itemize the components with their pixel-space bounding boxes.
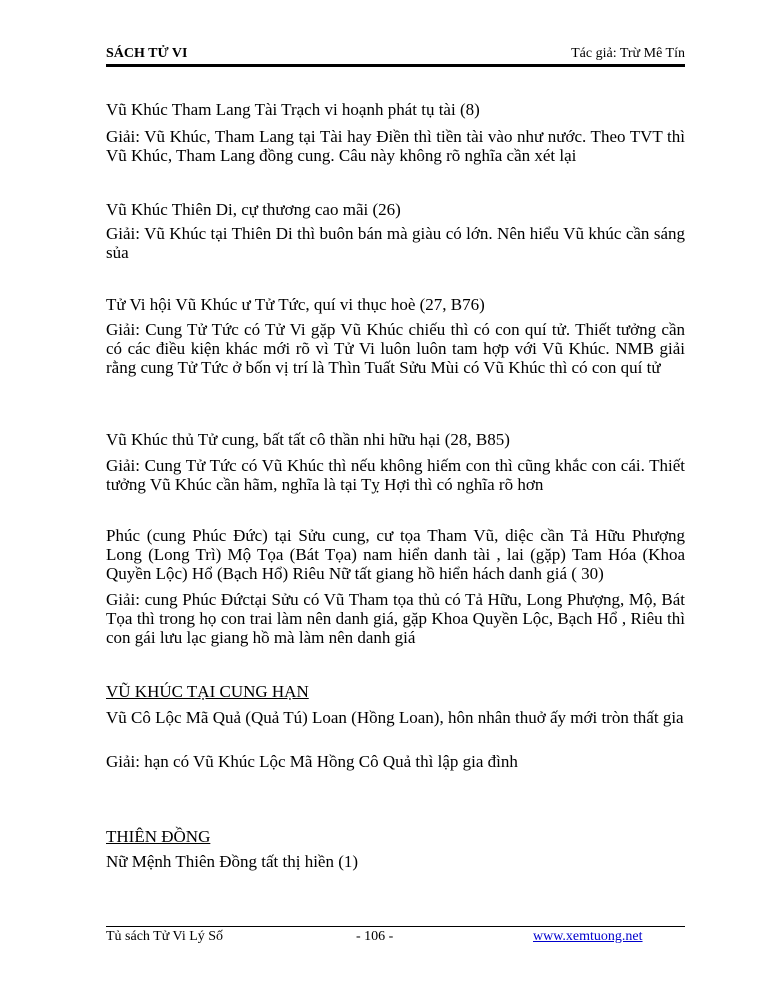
verse-line: Nữ Mệnh Thiên Đồng tất thị hiền (1)	[106, 852, 359, 871]
verse-line: Vũ Khúc thủ Tử cung, bất tất cô thần nhi hữu hại (28, B85)	[106, 430, 510, 449]
section-heading: THIÊN ĐỒNG	[106, 827, 211, 846]
verse-line: Vũ Khúc Tham Lang Tài Trạch vi hoạnh phát tụ tài (8)	[106, 100, 480, 119]
author-label: Tác giả: Trừ Mê Tín	[571, 46, 685, 61]
book-title: SÁCH TỬ VI	[106, 46, 188, 61]
footer-divider	[106, 926, 685, 927]
verse-line: Tử Vi hội Vũ Khúc ư Tử Tức, quí vi thục hoè (27, B76)	[106, 295, 485, 314]
page-number: - 106 -	[356, 929, 394, 944]
explanation-paragraph: Giải: Vũ Khúc tại Thiên Di thì buôn bán mà giàu có lớn. Nên hiểu Vũ khúc cần sáng sủa	[106, 224, 685, 262]
verse-line: Vũ Cô Lộc Mã Quả (Quả Tú) Loan (Hồng Loan), hôn nhân thuở ấy mới tròn thất gia	[106, 708, 684, 727]
header-divider	[106, 64, 685, 67]
footer-series: Tủ sách Tử Vi Lý Số	[106, 929, 224, 944]
website-link[interactable]: www.xemtuong.net	[533, 929, 643, 944]
explanation-paragraph: Giải: hạn có Vũ Khúc Lộc Mã Hồng Cô Quả thì lập gia đình	[106, 752, 518, 771]
page-header	[106, 44, 685, 66]
verse-line: Vũ Khúc Thiên Di, cự thương cao mãi (26)	[106, 200, 401, 219]
explanation-paragraph: Giải: Vũ Khúc, Tham Lang tại Tài hay Điền thì tiền tài vào như nước. Theo TVT thì Vũ Khúc, Tham Lang đồng cung. Câu này không rõ nghĩa cần xét lại	[106, 127, 685, 165]
verse-paragraph: Phúc (cung Phúc Đức) tại Sửu cung, cư tọa Tham Vũ, diệc cần Tả Hữu Phượng Long (Long Trì) Mộ Tọa (Bát Tọa) nam hiển danh tài , lai (gặp) Tam Hóa (Khoa Quyền Lộc) Hổ (Bạch Hổ) Riêu Nữ tất giang hồ hiển hách danh giá ( 30)	[106, 526, 685, 583]
explanation-paragraph: Giải: Cung Tử Tức có Tử Vi gặp Vũ Khúc chiếu thì có con quí tử. Thiết tưởng cần có các điều kiện khác mới rõ vì Tử Vi luôn luôn tam hợp với Vũ Khúc. NMB giải rằng cung Tử Tức ở bốn vị trí là Thìn Tuất Sửu Mùi có Vũ Khúc thì có con quí tử	[106, 320, 685, 377]
explanation-paragraph: Giải: cung Phúc Đứctại Sửu có Vũ Tham tọa thủ có Tả Hữu, Long Phượng, Mộ, Bát Tọa thì trong họ con trai làm nên danh giá, gặp Khoa Quyền Lộc, Bạch Hổ , Riêu thì con gái lưu lạc giang hồ mà làm nên danh giá	[106, 590, 685, 647]
section-heading: VŨ KHÚC TẠI CUNG HẠN	[106, 682, 309, 701]
explanation-paragraph: Giải: Cung Tử Tức có Vũ Khúc thì nếu không hiếm con thì cũng khắc con cái. Thiết tưởng Vũ Khúc cần hãm, nghĩa là tại Tỵ Hợi thì có nghĩa rõ hơn	[106, 456, 685, 494]
